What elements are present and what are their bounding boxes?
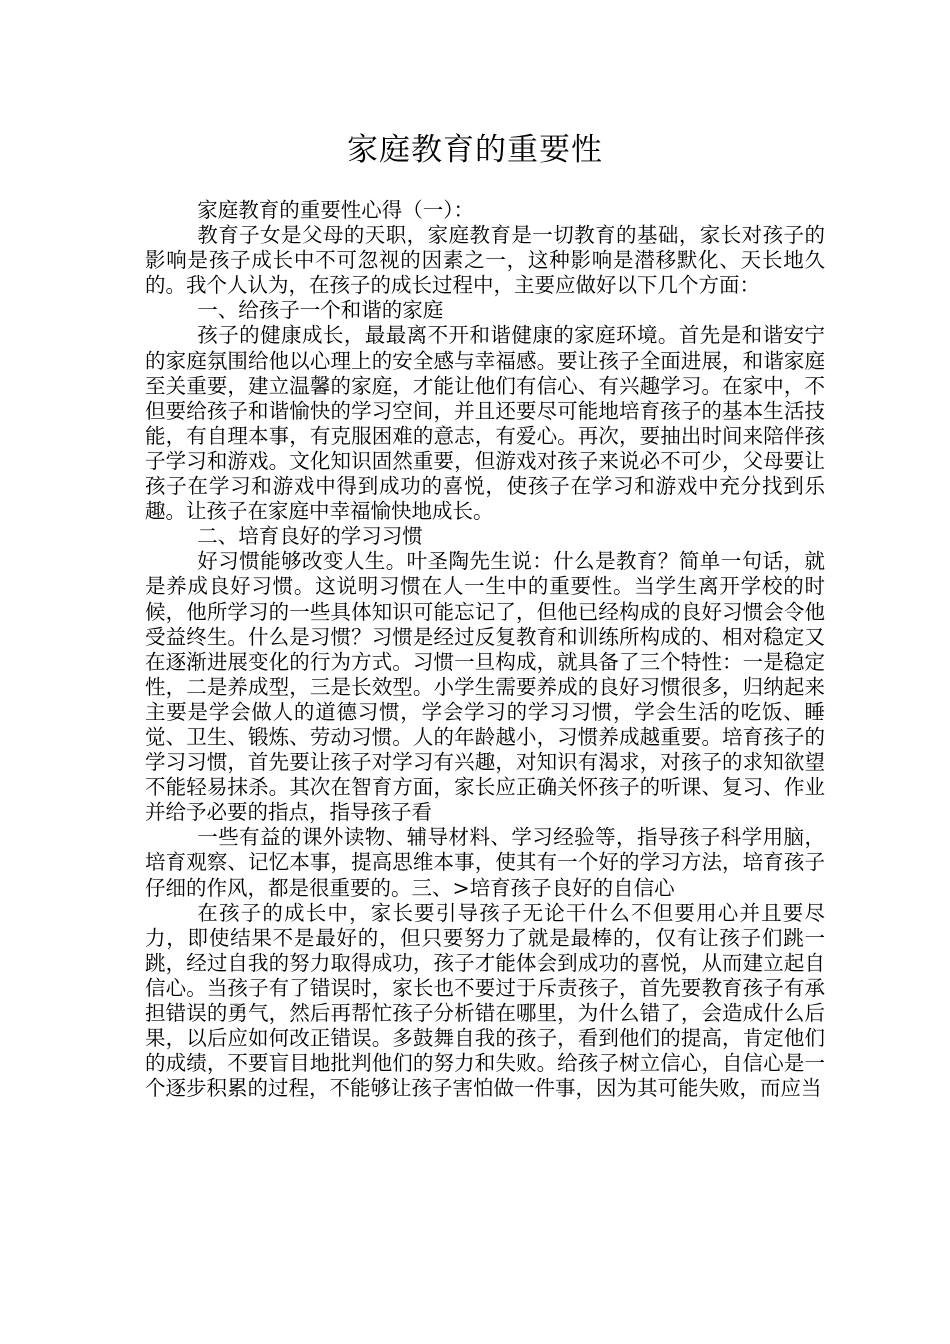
document-body [145,198,825,1101]
paragraph-heading-intro: 家庭教育的重要性心得（一）： [197,198,475,222]
paragraph: 孩子的健康成长，最最离不开和谐健康的家庭环境。首先是和谐安宁的家庭氛围给他以心理上的安全感与幸福感。要让孩子全面进展，和谐家庭至关重要，建立温馨的家庭，才能让他们有信心、有兴趣学习。在家中，不但要给孩子和谐愉快的学习空间，并且还要尽可能地培育孩子的基本生活技能，有自理本事，有克服困难的意志，有爱心。再次，要抽出时间来陪伴孩子学习和游戏。文化知识固然重要，但游戏对孩子来说必不可少，父母要让孩子在学习和游戏中得到成功的喜悦，使孩子在学习和游戏中充分找到乐趣。让孩子在家庭中幸福愉快地成长。 [145,323,825,524]
paragraph: 教育子女是父母的天职，家庭教育是一切教育的基础，家长对孩子的影响是孩子成长中不可忽视的因素之一，这种影响是潜移默化、天长地久的。我个人认为，在孩子的成长过程中，主要应做好以下几个方面： [145,223,825,298]
section-heading-1: 一、给孩子一个和谐的家庭 [197,298,444,323]
paragraph: 在孩子的成长中，家长要引导孩子无论干什么不但要用心并且要尽力，即使结果不是最好的，但只要努力了就是最棒的，仅有让孩子们跳一跳，经过自我的努力取得成功，孩子才能体会到成功的喜悦，从而建立起自信心。当孩子有了错误时，家长也不要过于斥责孩子，首先要教育孩子有承担错误的勇气，然后再帮忙孩子分析错在哪里，为什么错了，会造成什么后果，以后应如何改正错误。多鼓舞自我的孩子，看到他们的提高，肯定他们的成绩，不要盲目地批判他们的努力和失败。给孩子树立信心，自信心是一个逐步积累的过程，不能够让孩子害怕做一件事，因为其可能失败，而应当 [145,900,825,1101]
document-title: 家庭教育的重要性 [347,132,603,168]
paragraph: 好习惯能够改变人生。叶圣陶先生说：什么是教育？简单一句话，就是养成良好习惯。这说明习惯在人一生中的重要性。当学生离开学校的时候，他所学习的一些具体知识可能忘记了，但他已经构成的良好习惯会令他受益终生。什么是习惯？习惯是经过反复教育和训练所构成的、相对稳定又在逐渐进展变化的行为方式。习惯一旦构成，就具备了三个特性：一是稳定性，二是养成型，三是长效型。小学生需要养成的良好习惯很多，归纳起来主要是学会做人的道德习惯，学会学习的学习习惯，学会生活的吃饭、睡觉、卫生、锻炼、劳动习惯。人的年龄越小，习惯养成越重要。培育孩子的学习习惯，首先要让孩子对学习有兴趣，对知识有渴求，对孩子的求知欲望不能轻易抹杀。其次在智育方面，家长应正确关怀孩子的听课、复习、作业并给予必要的指点，指导孩子看 [145,549,825,825]
section-heading-2: 二、培育良好的学习习惯 [197,524,423,549]
paragraph: 一些有益的课外读物、辅导材料、学习经验等，指导孩子科学用脑，培育观察、记忆本事，提高思维本事，使其有一个好的学习方法，培育孩子仔细的作风，都是很重要的。三、>培育孩子良好的自信心 [145,825,825,900]
